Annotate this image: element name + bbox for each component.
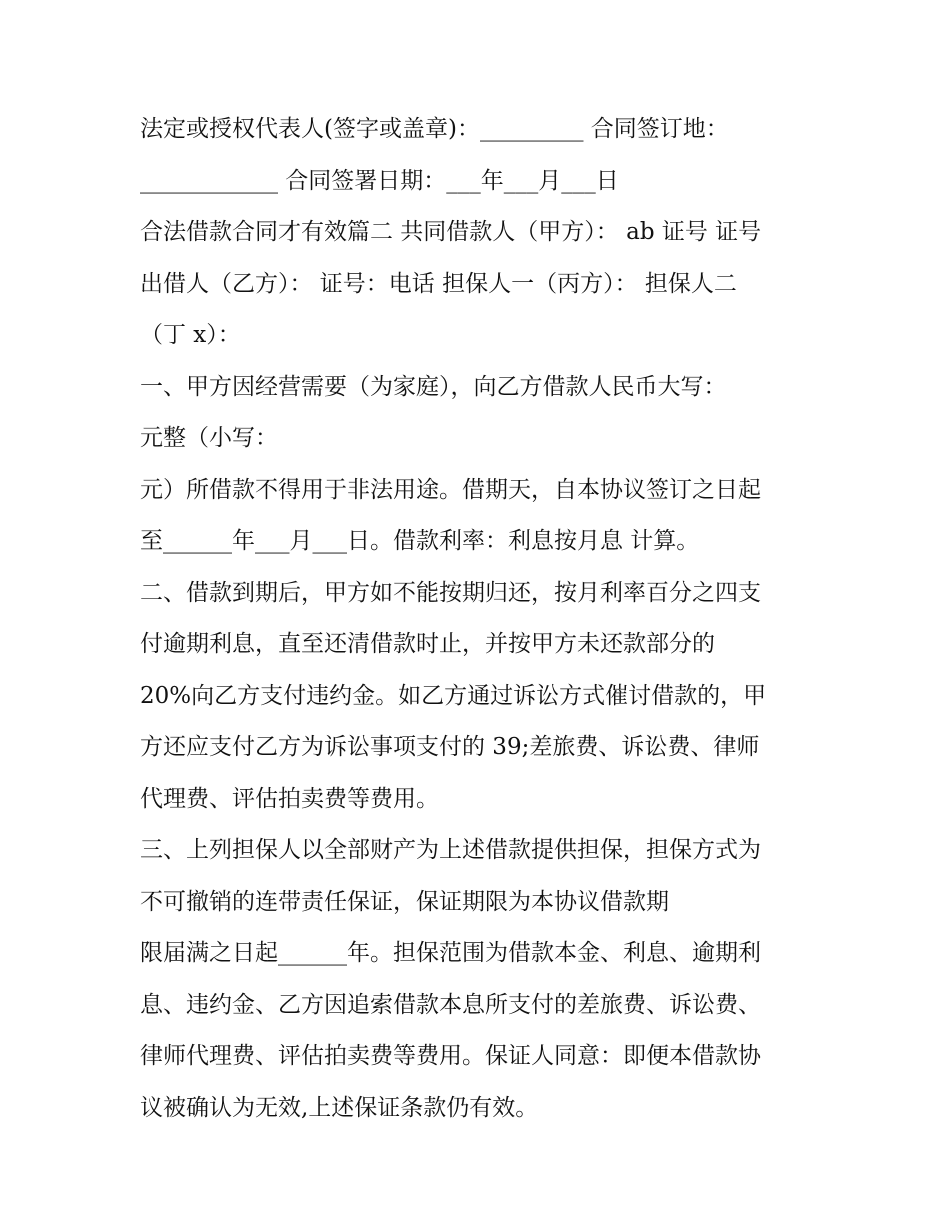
text-line: 议被确认为无效,上述保证条款仍有效。: [140, 1094, 539, 1121]
contract-body-text: [140, 104, 830, 1134]
text-line: 方还应支付乙方为诉讼事项支付的 39;差旅费、诉讼费、律师: [140, 734, 760, 760]
text-line: 付逾期利息，直至还清借款时止，并按甲方未还款部分的: [140, 631, 715, 657]
text-line: ____________ 合同签署日期：___年___月___日: [140, 167, 619, 194]
text-line: 不可撤销的连带责任保证，保证期限为本协议借款期: [140, 888, 669, 915]
text-line: 律师代理费、评估拍卖费等费用。保证人同意：即便本借款协: [140, 1043, 761, 1069]
text-line: 元）所借款不得用于非法用途。借期天，自本协议签订之日起: [140, 476, 761, 503]
text-line: 一、甲方因经营需要（为家庭），向乙方借款人民币大写：: [140, 373, 727, 400]
text-line: 元整（小写：: [140, 425, 278, 451]
text-line: （丁 x）：: [140, 322, 241, 348]
text-line: 二、借款到期后，甲方如不能按期归还，按月利率百分之四支: [140, 579, 761, 606]
text-line: 20%向乙方支付违约金。如乙方通过诉讼方式催讨借款的，甲: [140, 682, 767, 709]
text-line: 法定或授权代表人(签字或盖章)：_________ 合同签订地：: [140, 116, 729, 142]
text-line: 三、上列担保人以全部财产为上述借款提供担保，担保方式为: [140, 837, 761, 863]
text-line: 限届满之日起______年。担保范围为借款本金、利息、逾期利: [140, 940, 761, 966]
text-line: 出借人（乙方）： 证号：电话 担保人一（丙方）： 担保人二: [140, 270, 737, 297]
text-line: 代理费、评估拍卖费等费用。: [140, 785, 439, 812]
text-line: 合法借款合同才有效篇二 共同借款人（甲方）： ab 证号 证号: [140, 219, 762, 245]
text-line: 至______年___月___日。借款利率：利息按月息 计算。: [140, 528, 700, 554]
text-line: 息、违约金、乙方因追索借款本息所支付的差旅费、诉讼费、: [140, 991, 761, 1018]
